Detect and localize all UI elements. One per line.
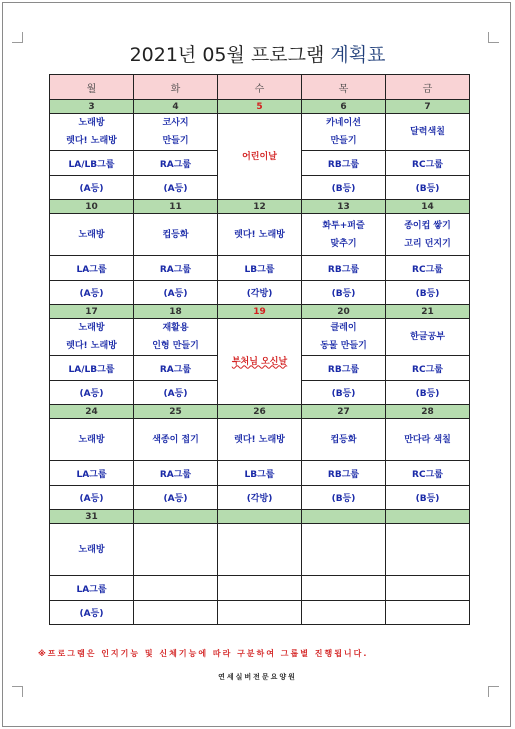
activity-row: [50, 114, 470, 151]
group-row: [50, 576, 470, 601]
level-cell: (A등): [50, 281, 134, 305]
group-cell: LA/LB그룹: [50, 151, 134, 176]
date-cell: [302, 510, 386, 524]
date-cell: 10: [50, 200, 134, 214]
group-cell: RA그룹: [134, 461, 218, 486]
date-cell: 21: [386, 305, 470, 319]
activity-cell: [218, 524, 302, 576]
weekday-header: 화: [134, 75, 218, 100]
level-row: [50, 486, 470, 510]
date-cell: 24: [50, 405, 134, 419]
crop-mark: [488, 686, 499, 697]
level-cell: (B등): [386, 486, 470, 510]
activity-row: [50, 319, 470, 356]
date-row: [50, 510, 470, 524]
activity-cell: 노래방: [50, 419, 134, 461]
level-cell: (B등): [302, 381, 386, 405]
group-cell: LB그룹: [218, 461, 302, 486]
group-cell: RA그룹: [134, 256, 218, 281]
title-accent: 계획표: [330, 44, 386, 66]
level-cell: (B등): [386, 281, 470, 305]
activity-cell: 노래방 렛다! 노래방: [50, 114, 134, 151]
footnote: ※프로그램은 인지기능 및 신체기능에 따라 구분하여 그룹별 진행됩니다.: [38, 649, 369, 658]
activity-cell: [134, 524, 218, 576]
holiday-cell: 어린이날: [218, 114, 302, 200]
date-cell: 18: [134, 305, 218, 319]
group-cell: [386, 576, 470, 601]
weekday-header-row: [50, 75, 470, 100]
activity-cell: 노래방: [50, 524, 134, 576]
level-cell: (A등): [134, 281, 218, 305]
date-row: [50, 100, 470, 114]
activity-cell: 만다라 색칠: [386, 419, 470, 461]
group-cell: RB그룹: [302, 461, 386, 486]
activity-cell: 렛다! 노래방: [218, 214, 302, 256]
activity-cell: 렛다! 노래방: [218, 419, 302, 461]
level-cell: (B등): [302, 176, 386, 200]
activity-cell: 재활용 인형 만들기: [134, 319, 218, 356]
group-cell: [218, 576, 302, 601]
date-cell: 3: [50, 100, 134, 114]
group-cell: RC그룹: [386, 461, 470, 486]
schedule-table: [49, 74, 470, 625]
date-cell: 11: [134, 200, 218, 214]
date-cell: 4: [134, 100, 218, 114]
level-cell: (B등): [302, 281, 386, 305]
date-row: [50, 305, 470, 319]
date-cell: 6: [302, 100, 386, 114]
date-row: [50, 200, 470, 214]
date-cell: 7: [386, 100, 470, 114]
activity-cell: 노래방 렛다! 노래방: [50, 319, 134, 356]
level-cell: (B등): [386, 176, 470, 200]
group-row: [50, 256, 470, 281]
weekday-header: 금: [386, 75, 470, 100]
activity-row: [50, 419, 470, 461]
group-cell: LA그룹: [50, 576, 134, 601]
activity-cell: 한글공부: [386, 319, 470, 356]
group-cell: [134, 576, 218, 601]
weekday-header: 수: [218, 75, 302, 100]
activity-cell: 카네이션 만들기: [302, 114, 386, 151]
group-cell: RC그룹: [386, 256, 470, 281]
title-main: 2021년 05월 프로그램: [129, 44, 325, 66]
date-cell: [218, 510, 302, 524]
date-cell: 19: [218, 305, 302, 319]
date-cell: 20: [302, 305, 386, 319]
level-row: [50, 281, 470, 305]
date-cell: [134, 510, 218, 524]
group-cell: [302, 576, 386, 601]
activity-cell: 클레이 동물 만들기: [302, 319, 386, 356]
activity-cell: 색종이 접기: [134, 419, 218, 461]
activity-cell: 화투+퍼즐 맞추기: [302, 214, 386, 256]
date-cell: 13: [302, 200, 386, 214]
date-cell: 31: [50, 510, 134, 524]
activity-cell: 컵등화: [302, 419, 386, 461]
level-cell: (각방): [218, 281, 302, 305]
group-row: [50, 461, 470, 486]
date-cell: 27: [302, 405, 386, 419]
level-cell: [218, 601, 302, 625]
group-cell: RB그룹: [302, 151, 386, 176]
group-cell: LA그룹: [50, 461, 134, 486]
level-cell: (A등): [50, 381, 134, 405]
activity-cell: [302, 524, 386, 576]
level-cell: (A등): [134, 381, 218, 405]
activity-cell: 코사지 만들기: [134, 114, 218, 151]
weekday-header: 목: [302, 75, 386, 100]
activity-cell: 노래방: [50, 214, 134, 256]
date-cell: 26: [218, 405, 302, 419]
activity-row: [50, 214, 470, 256]
level-cell: (A등): [50, 601, 134, 625]
level-cell: (각방): [218, 486, 302, 510]
group-cell: LB그룹: [218, 256, 302, 281]
facility-name: 연세실버전문요양원: [218, 673, 297, 681]
level-cell: [386, 601, 470, 625]
date-cell: 25: [134, 405, 218, 419]
level-cell: [134, 601, 218, 625]
date-cell: 28: [386, 405, 470, 419]
crop-mark: [12, 686, 23, 697]
level-cell: (B등): [302, 486, 386, 510]
date-cell: 14: [386, 200, 470, 214]
date-cell: 12: [218, 200, 302, 214]
page-title: [0, 40, 515, 67]
group-cell: RB그룹: [302, 356, 386, 381]
activity-cell: [386, 524, 470, 576]
activity-cell: 종이컵 쌓기 고리 던지기: [386, 214, 470, 256]
level-row: [50, 601, 470, 625]
group-cell: RC그룹: [386, 356, 470, 381]
date-cell: [386, 510, 470, 524]
activity-cell: 컵등화: [134, 214, 218, 256]
level-cell: (B등): [386, 381, 470, 405]
group-cell: LA그룹: [50, 256, 134, 281]
group-cell: RC그룹: [386, 151, 470, 176]
activity-row: [50, 524, 470, 576]
level-cell: (A등): [134, 176, 218, 200]
group-cell: RB그룹: [302, 256, 386, 281]
level-cell: (A등): [50, 486, 134, 510]
level-cell: (A등): [50, 176, 134, 200]
activity-cell: 달력색칠: [386, 114, 470, 151]
weekday-header: 월: [50, 75, 134, 100]
date-row: [50, 405, 470, 419]
holiday-cell: 부처님 오신날: [218, 319, 302, 405]
date-cell: 5: [218, 100, 302, 114]
date-cell: 17: [50, 305, 134, 319]
group-cell: RA그룹: [134, 151, 218, 176]
group-cell: LA/LB그룹: [50, 356, 134, 381]
group-cell: RA그룹: [134, 356, 218, 381]
level-cell: [302, 601, 386, 625]
level-cell: (A등): [134, 486, 218, 510]
